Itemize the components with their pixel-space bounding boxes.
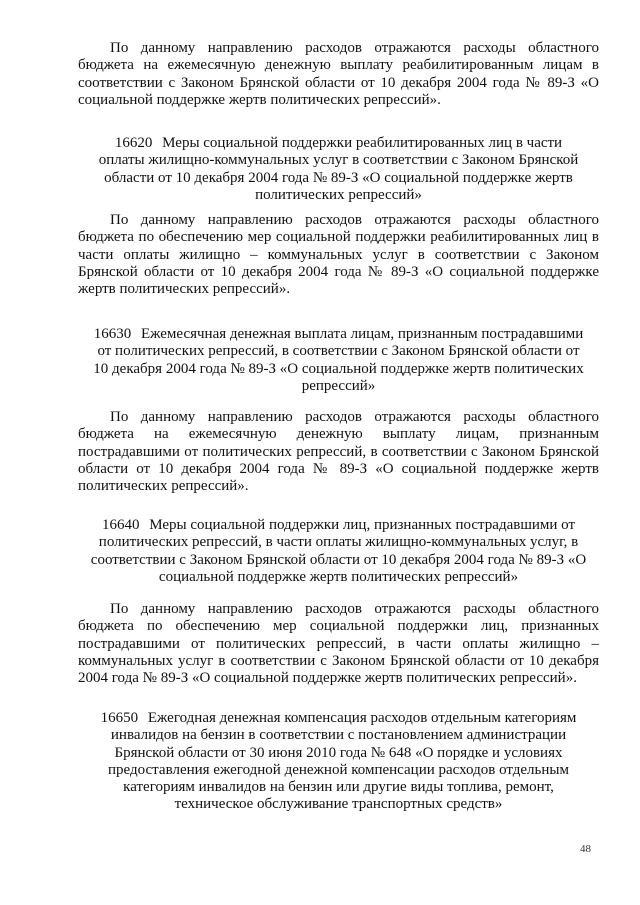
paragraph-text: По данному направлению расходов отражаются расходы областного бюджета на ежемесячную денежную выплату реабилитированным лицам в соответствии с Законом Брянской области от 10 декабря 2004 года № 89-З «О социальной поддержке жертв политических репрессий». [78,40,599,108]
section-title: Меры социальной поддержки лиц, признанных пострадавшими от политических репрессий, в части оплаты жилищно-коммунальных услуг, в соответствии с Законом Брянской области от 10 декабря 2004 года № 89-З «О социальной поддержке жертв политических репрессий» [90,517,587,585]
section-heading-16640 [86,517,591,586]
section-heading-16650 [86,710,591,814]
section-heading-16630 [92,326,585,395]
section-code: 16650 [100,710,139,726]
page-number: 48 [580,843,591,855]
section-heading [92,326,585,395]
section-code: 16620 [114,135,153,151]
section-heading [86,710,591,814]
paragraph-text: По данному направлению расходов отражаются расходы областного бюджета по обеспечению мер социальной поддержки реабилитированных лиц в части оплаты жилищно – коммунальных услуг в соответствии с Законом Брянской области от 10 декабря 2004 года № 89-З «О социальной поддержке жертв политических репрессий». [78,212,599,298]
section-code: 16640 [101,517,140,533]
paragraph-text: По данному направлению расходов отражаются расходы областного бюджета на ежемесячную денежную выплату лицам, признанным пострадавшими от политических репрессий, в соответствии с Законом Брянской области от 10 декабря 2004 года № 89-З «О социальной поддержке жертв политических репрессий». [78,409,599,495]
section-heading [86,517,591,586]
section-title: Ежегодная денежная компенсация расходов отдельным категориям инвалидов на бензин в соответствии с постановлением администрации Брянской области от 30 июня 2010 года № 648 «О порядке и условиях предоставления ежегодной денежной компенсации расходов отдельным категориям инвалидов на бензин или другие виды топлива, ремонт, техническое обслуживание транспортных средств» [108,710,577,813]
section-heading-16620 [92,135,585,204]
paragraph-text: По данному направлению расходов отражаются расходы областного бюджета по обеспечению мер социальной поддержки лиц, признанных пострадавшими от политических репрессий, в части оплаты жилищно – коммунальных услуг в соответствии с Законом Брянской области от 10 декабря 2004 года № 89-З «О социальной поддержке жертв политических репрессий». [78,601,599,687]
paragraph-4 [78,601,599,687]
paragraph-2 [78,212,599,298]
section-title: Ежемесячная денежная выплата лицам, признанным пострадавшими от политических репрессий, в соответствии с Законом Брянской области от 10 декабря 2004 года № 89-З «О социальной поддержке жертв политических репрессий» [93,326,584,394]
section-code: 16630 [93,326,132,342]
paragraph-1 [78,40,599,109]
section-title: Меры социальной поддержки реабилитированных лиц в части оплаты жилищно-коммунальных услуг в соответствии с Законом Брянской области от 10 декабря 2004 года № 89-З «О социальной поддержке жертв политических репрессий» [98,135,579,203]
paragraph-3 [78,409,599,495]
section-heading [92,135,585,204]
